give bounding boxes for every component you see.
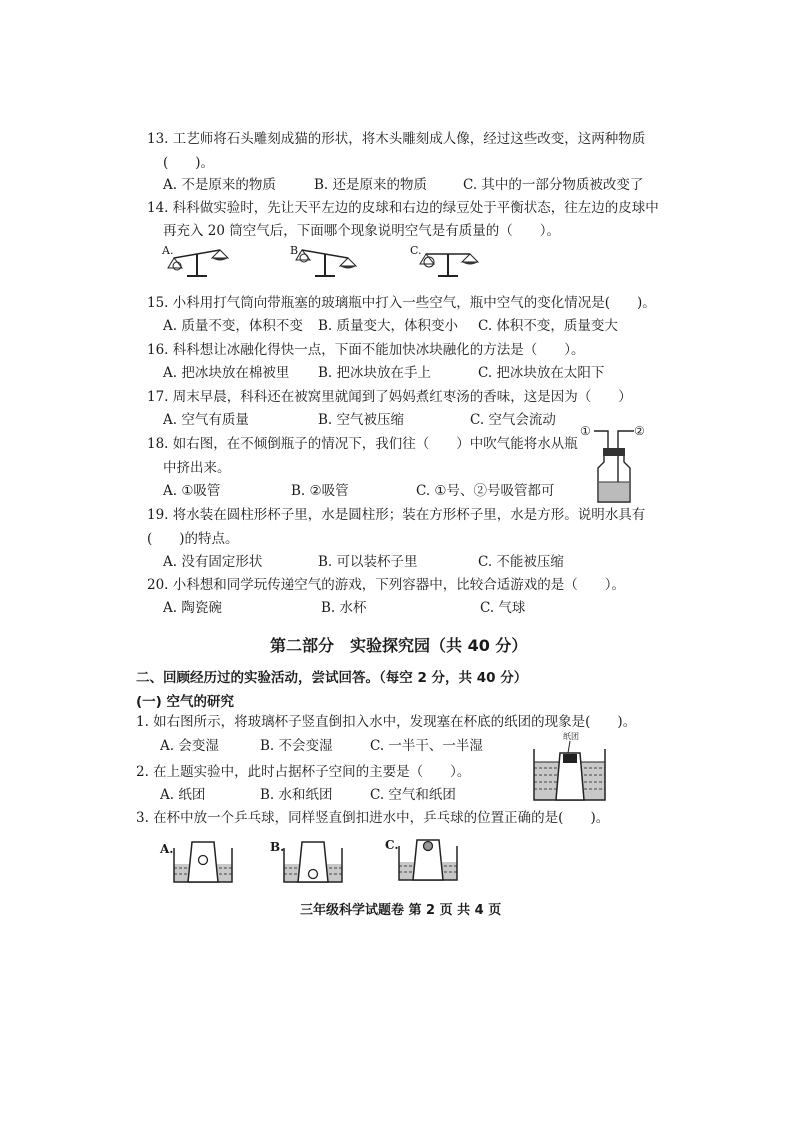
q15-option-a[interactable]: A. 质量不变，体积不变 [163, 318, 303, 334]
bottle-with-straws-icon [580, 424, 650, 506]
q13-stem-line1: 13. 工艺师将石头雕刻成猫的形状，将木头雕刻成人像，经过这些改变，这两种物质 [147, 131, 646, 147]
e3-option-b-label: B. [270, 840, 285, 854]
e2-option-c[interactable]: C. 空气和纸团 [370, 787, 456, 803]
e3-option-c-label: C. [385, 838, 399, 852]
q20-stem: 20. 小科想和同学玩传递空气的游戏，下列容器中，比较合适游戏的是（ ）。 [147, 577, 626, 593]
q15-option-b[interactable]: B. 质量变大，体积变小 [318, 318, 459, 334]
q17-option-a[interactable]: A. 空气有质量 [163, 412, 249, 428]
e3-option-a-figure[interactable] [160, 838, 235, 884]
paper-ball-label: 纸团 [563, 732, 579, 741]
q19-option-a[interactable]: A. 没有固定形状 [163, 554, 263, 570]
q14-stem-line1: 14. 科科做实验时，先让天平左边的皮球和右边的绿豆处于平衡状态，往左边的皮球中 [147, 200, 659, 216]
e1-glass-in-water-figure [530, 731, 610, 803]
balance-tilted-left-icon [160, 244, 230, 280]
e2-stem: 2. 在上题实验中，此时占据杯子空间的主要是（ ）。 [136, 764, 471, 780]
part2-instruction: 二、回顾经历过的实验活动，尝试回答。（每空 2 分，共 40 分） [136, 670, 528, 686]
q13-stem-line2: ( )。 [163, 155, 215, 171]
e1-option-c[interactable]: C. 一半干、一半湿 [370, 738, 483, 754]
q15-option-c[interactable]: C. 体积不变，质量变大 [478, 318, 618, 334]
e1-stem: 1. 如右图所示，将玻璃杯子竖直倒扣入水中，发现塞在杯底的纸团的现象是( )。 [136, 714, 637, 730]
e1-option-a[interactable]: A. 会变湿 [160, 738, 219, 754]
part2-title: 第二部分 实验探究园（共 40 分） [270, 636, 528, 655]
q14-option-c-label: C. [410, 244, 422, 257]
q14-option-c-figure[interactable] [410, 244, 480, 280]
q14-option-a-label: A. [162, 244, 174, 257]
q15-stem: 15. 小科用打气筒向带瓶塞的玻璃瓶中打入一些空气，瓶中空气的变化情况是( )。 [147, 295, 656, 311]
straw-1-label: ① [580, 424, 591, 438]
q18-option-b[interactable]: B. ②吸管 [291, 483, 349, 499]
q14-option-b-label: B. [290, 244, 302, 257]
part2-subsection-title: (一) 空气的研究 [136, 694, 235, 710]
q17-option-b[interactable]: B. 空气被压缩 [318, 412, 405, 428]
e3-option-a-label: A. [160, 842, 174, 856]
e1-option-b[interactable]: B. 不会变湿 [260, 738, 333, 754]
q19-option-b[interactable]: B. 可以装杯子里 [318, 554, 418, 570]
q13-option-b[interactable]: B. 还是原来的物质 [314, 177, 428, 193]
e2-option-b[interactable]: B. 水和纸团 [260, 787, 333, 803]
q18-stem-line1: 18. 如右图，在不倾倒瓶子的情况下，我们往（ ）中吹气能将水从瓶 [147, 436, 578, 452]
q20-option-c[interactable]: C. 气球 [480, 600, 526, 616]
straw-2-label: ② [634, 424, 645, 438]
balance-level-icon [410, 244, 480, 280]
q19-option-c[interactable]: C. 不能被压缩 [478, 554, 564, 570]
q19-stem-line2: ( )的特点。 [147, 531, 239, 547]
page-footer: 三年级科学试题卷 第 2 页 共 4 页 [300, 903, 502, 918]
q13-option-a[interactable]: A. 不是原来的物质 [163, 177, 276, 193]
q17-option-c[interactable]: C. 空气会流动 [470, 412, 556, 428]
balance-tilted-right-icon [290, 244, 360, 280]
inverted-glass-basin-icon [530, 731, 610, 803]
q20-option-a[interactable]: A. 陶瓷碗 [163, 600, 222, 616]
q18-stem-line2: 中挤出来。 [163, 460, 231, 476]
q16-option-b[interactable]: B. 把冰块放在手上 [318, 365, 432, 381]
q20-option-b[interactable]: B. 水杯 [321, 600, 367, 616]
q18-option-a[interactable]: A. ①吸管 [163, 483, 221, 499]
glass-ball-bottom-icon [270, 838, 345, 884]
e2-option-a[interactable]: A. 纸团 [160, 787, 206, 803]
q18-option-c[interactable]: C. ①号、②号吸管都可 [416, 483, 555, 499]
q19-stem-line1: 19. 将水装在圆柱形杯子里，水是圆柱形；装在方形杯子里，水是方形。说明水具有 [147, 507, 646, 523]
glass-ball-middle-icon [160, 838, 235, 884]
q14-option-a-figure[interactable] [160, 244, 230, 280]
glass-ball-top-icon [385, 836, 460, 882]
q16-stem: 16. 科科想让冰融化得快一点，下面不能加快冰块融化的方法是（ ）。 [147, 342, 585, 358]
q17-stem: 17. 周末早晨，科科还在被窝里就闻到了妈妈煮红枣汤的香味，这是因为（ ） [147, 389, 632, 405]
e3-option-b-figure[interactable] [270, 838, 345, 884]
e3-stem: 3. 在杯中放一个乒乓球，同样竖直倒扣进水中，乒乓球的位置正确的是( )。 [136, 810, 610, 826]
q14-option-b-figure[interactable] [290, 244, 360, 280]
q16-option-c[interactable]: C. 把冰块放在太阳下 [478, 365, 605, 381]
q13-option-c[interactable]: C. 其中的一部分物质被改变了 [463, 177, 644, 193]
q14-stem-line2: 再充入 20 筒空气后，下面哪个现象说明空气是有质量的（ ）。 [163, 223, 561, 239]
q16-option-a[interactable]: A. 把冰块放在棉被里 [163, 365, 290, 381]
q18-bottle-figure [580, 424, 650, 506]
e3-option-c-figure[interactable] [385, 836, 460, 882]
